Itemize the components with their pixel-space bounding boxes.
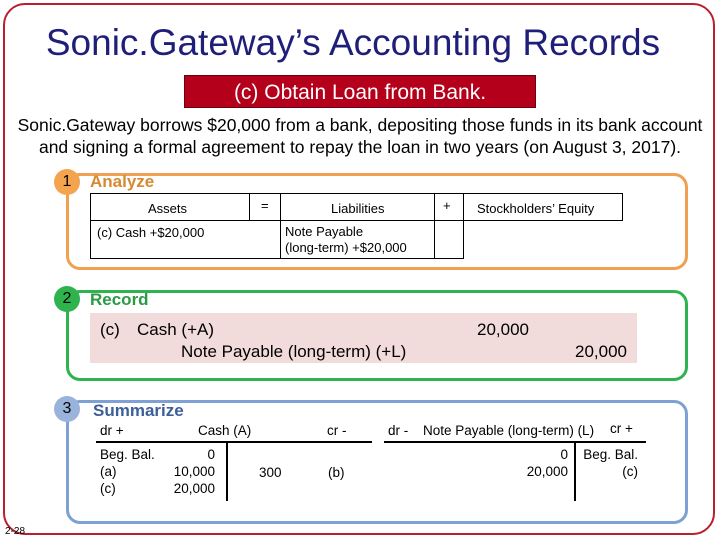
transaction-banner: (c) Obtain Loan from Bank. xyxy=(184,75,536,108)
cash-debit-value: 20,000 xyxy=(173,481,215,496)
assets-entry-cell xyxy=(90,220,281,259)
step-2-circle: 2 xyxy=(54,286,80,312)
step-2-label: Record xyxy=(90,290,149,309)
plus-entry-cell xyxy=(434,220,464,259)
note-t-account-divider xyxy=(574,441,576,501)
equity-header: Stockholders’ Equity xyxy=(477,201,595,216)
description-line-1: Sonic.Gateway borrows $20,000 from a bank, depositing those funds in its bank account xyxy=(17,115,703,135)
accounting-equation-table xyxy=(90,193,642,259)
liabilities-entry-line-1: Note Payable xyxy=(285,224,364,239)
equals-sign: = xyxy=(261,198,269,213)
step-3-circle: 3 xyxy=(54,396,80,422)
note-dr-label: dr - xyxy=(388,423,409,438)
step-1-label: Analyze xyxy=(90,172,155,191)
plus-cell xyxy=(434,193,464,221)
cash-credit-value: 300 xyxy=(259,465,282,480)
cash-credit-label: (b) xyxy=(328,465,345,480)
entry-reference: (c) xyxy=(100,320,120,339)
note-credit-value: 20,000 xyxy=(526,464,568,479)
cash-account-title: Cash (A) xyxy=(198,423,252,438)
cash-debit-value: 0 xyxy=(207,447,215,462)
equals-cell xyxy=(249,193,281,221)
cash-debit-label: (c) xyxy=(100,481,116,496)
debit-account: Cash (+A) xyxy=(137,320,214,339)
liabilities-header: Liabilities xyxy=(331,201,385,216)
note-t-account-top-line xyxy=(384,441,646,443)
note-cr-label: cr + xyxy=(610,421,633,436)
cash-t-account-divider xyxy=(226,441,228,501)
cash-debit-labels xyxy=(100,446,155,497)
plus-sign: + xyxy=(443,198,451,213)
cash-cr-label: cr - xyxy=(327,423,347,438)
slide-title: Sonic.Gateway’s Accounting Records xyxy=(45,22,661,63)
step-3-label: Summarize xyxy=(93,401,184,420)
note-credit-label: (c) xyxy=(622,464,638,479)
liabilities-header-cell xyxy=(280,193,435,221)
description-line-2: and signing a formal agreement to repay the loan in two years (on August 3, 2017). xyxy=(38,137,682,157)
note-credit-labels xyxy=(578,446,638,480)
credit-amount: 20,000 xyxy=(575,342,627,361)
liabilities-entry-cell xyxy=(280,220,435,259)
note-credit-values xyxy=(510,446,568,480)
cash-debit-value: 10,000 xyxy=(173,464,215,479)
note-credit-value: 0 xyxy=(560,447,568,462)
note-account-title: Note Payable (long-term) (L) xyxy=(423,423,595,438)
credit-account: Note Payable (long-term) (+L) xyxy=(181,342,407,361)
liabilities-entry xyxy=(285,224,407,256)
step-1-circle: 1 xyxy=(54,169,80,195)
assets-header-cell xyxy=(90,193,250,221)
assets-header: Assets xyxy=(148,201,188,216)
assets-entry: (c) Cash +$20,000 xyxy=(97,225,205,240)
cash-t-account-top-line xyxy=(96,441,372,443)
cash-debit-label: Beg. Bal. xyxy=(100,447,155,462)
cash-dr-label: dr + xyxy=(100,423,124,438)
cash-debit-label: (a) xyxy=(100,464,117,479)
debit-amount: 20,000 xyxy=(477,320,529,339)
equity-header-cell xyxy=(463,193,623,221)
note-credit-label: Beg. Bal. xyxy=(583,447,638,462)
cash-debit-values xyxy=(160,446,215,497)
page-number: 2-28 xyxy=(5,526,26,537)
transaction-description xyxy=(4,114,716,158)
liabilities-entry-line-2: (long-term) +$20,000 xyxy=(285,240,407,255)
